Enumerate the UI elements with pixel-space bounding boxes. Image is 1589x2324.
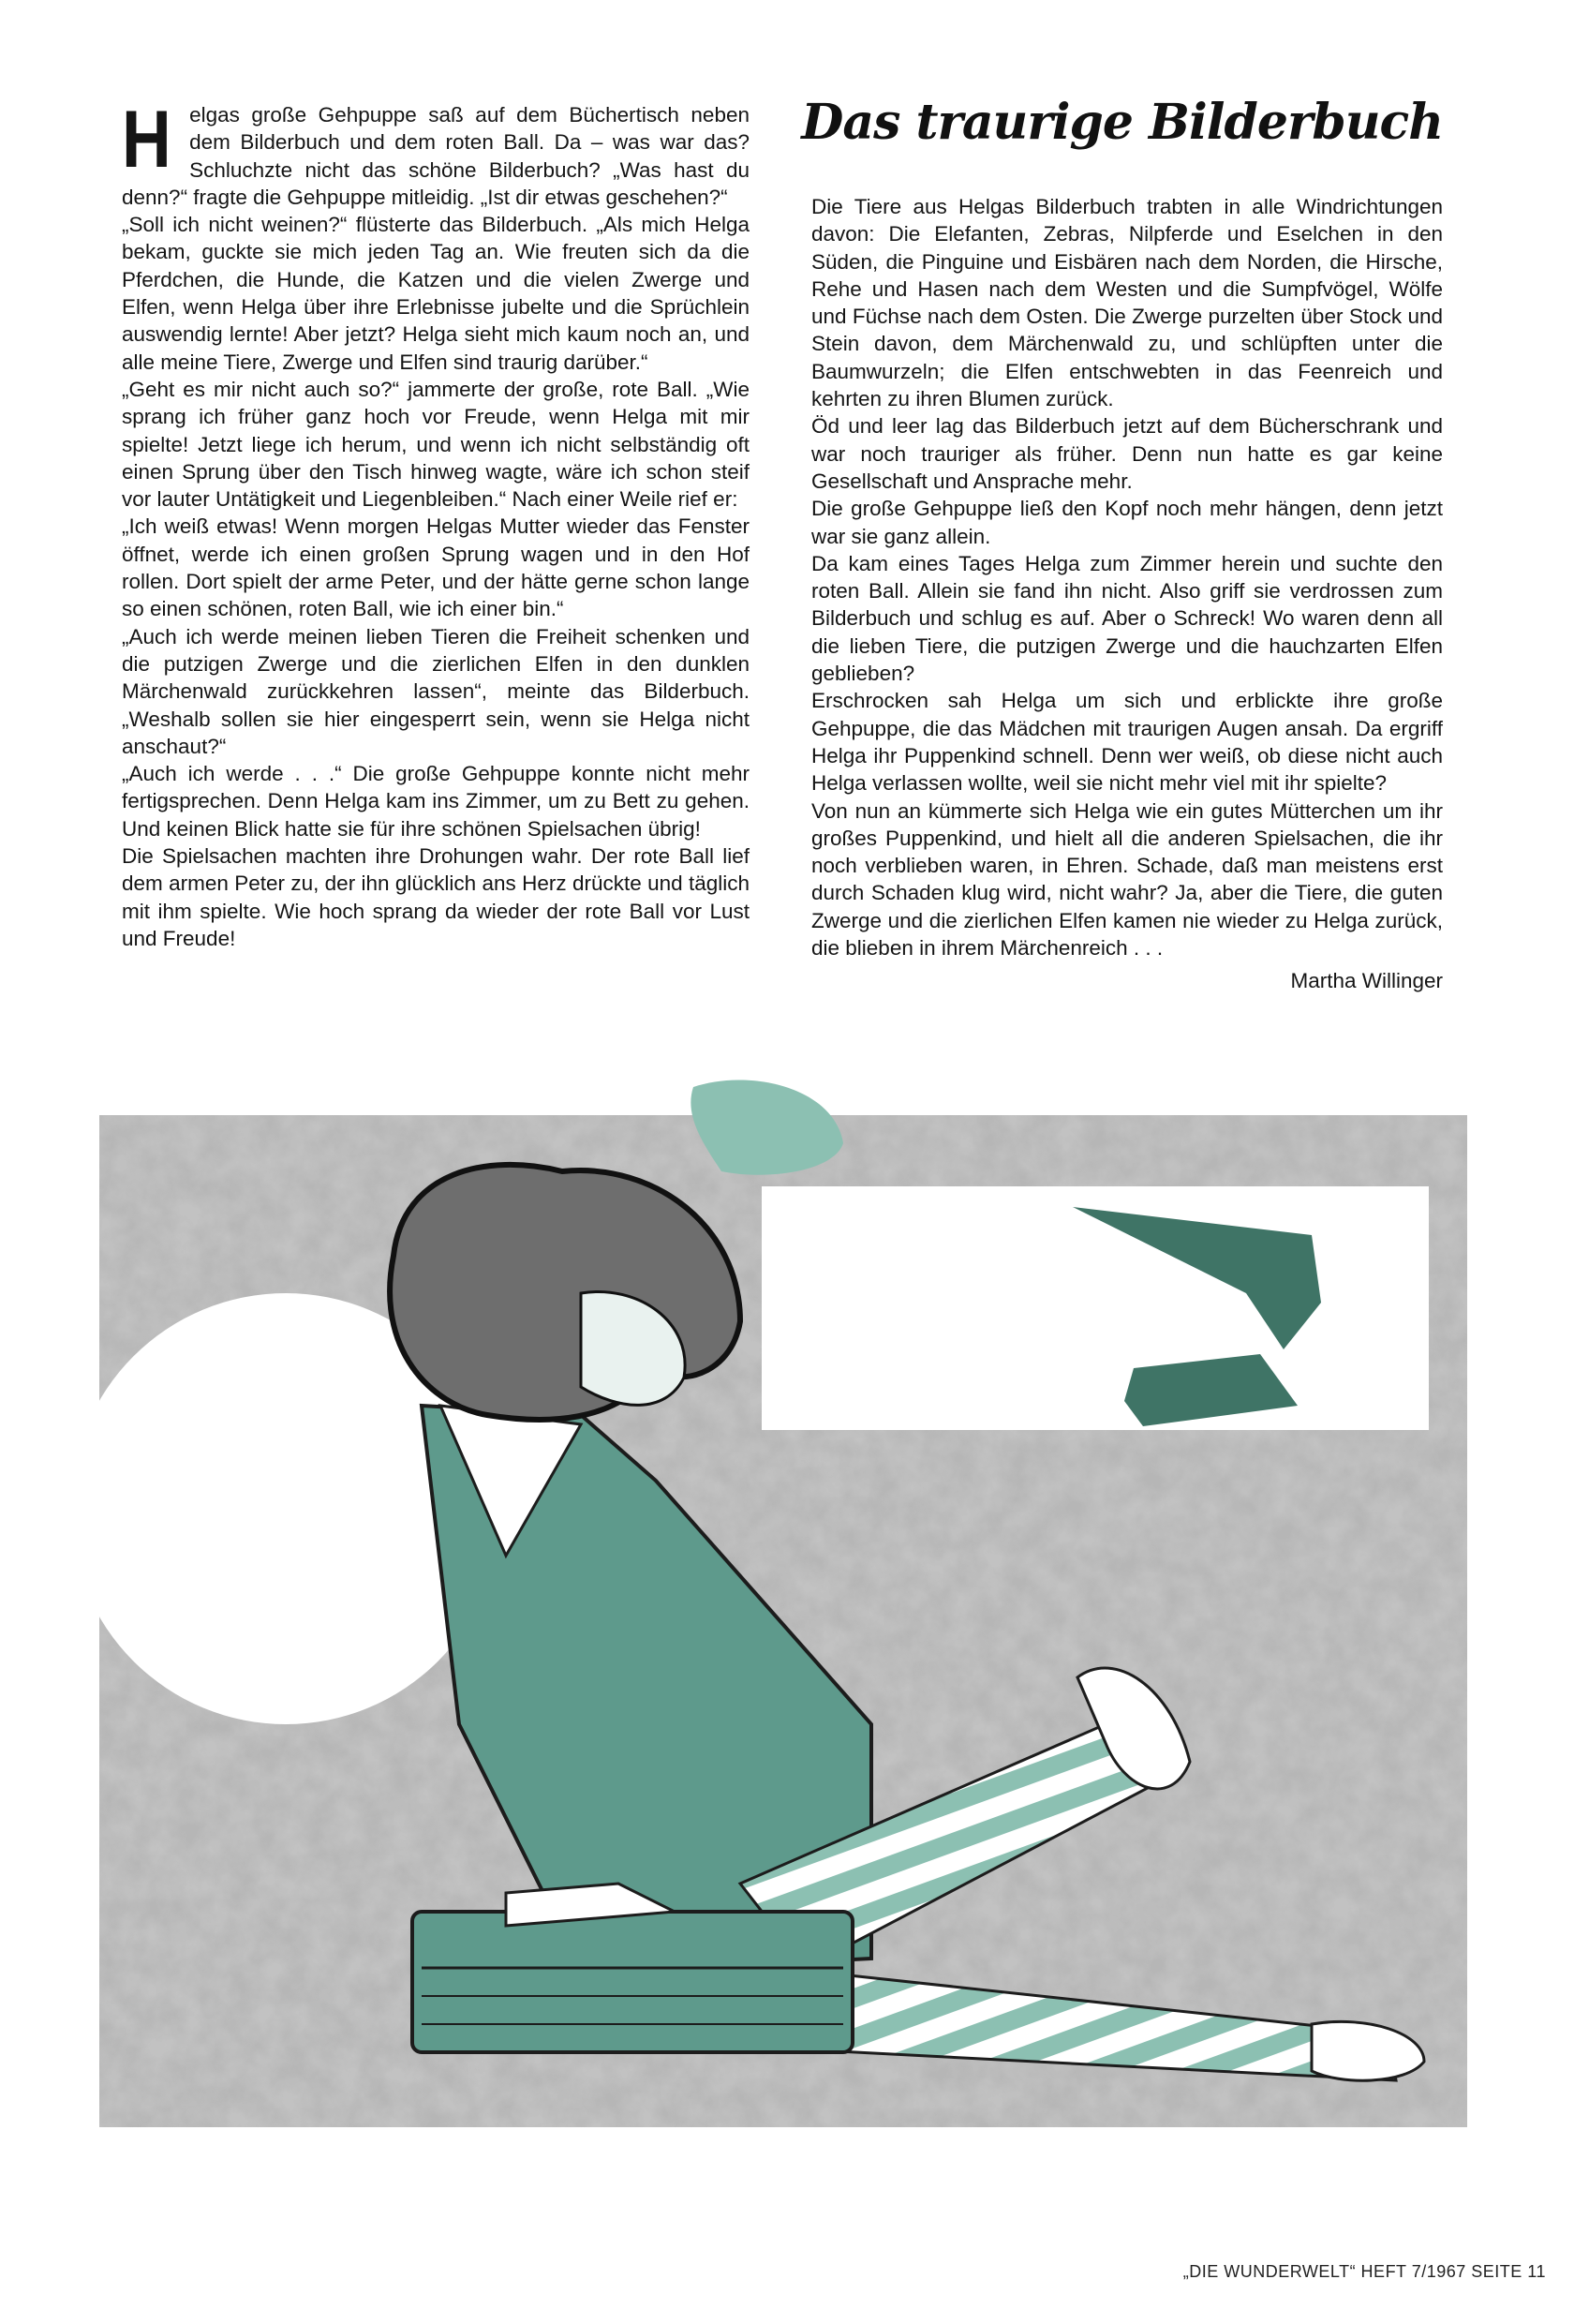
paragraph	[122, 95, 750, 211]
paragraph-text: elgas große Gehpuppe saß auf dem Büchertisch neben dem Bilderbuch und dem roten Ball. Da – was war das? Schluchzte nicht das schöne Bilderbuch? „Was hast du denn?“ fragte die Gehpuppe mitleidig. „Ist dir etwas geschehen?“	[122, 103, 750, 209]
story-right-column	[811, 193, 1443, 995]
paragraph: „Auch ich werde meinen lieben Tieren die Freiheit schenken und die putzigen Zwerge und die zierlichen Elfen in den dunklen Märchenwald zurückkehren lassen“, meinte das Bilderbuch. „Weshalb sollen sie hier eingesperrt sein, wenn sie Helga nicht anschaut?“	[122, 624, 750, 758]
window-inset	[762, 1186, 1429, 1430]
page-footer: „DIE WUNDERWELT“ HEFT 7/1967 SEITE 11	[1182, 2262, 1546, 2281]
illustration-girl-with-book	[94, 1068, 1480, 2137]
paragraph: „Ich weiß etwas! Wenn morgen Helgas Mutter wieder das Fenster öffnet, werde ich einen großen Sprung wagen und in den Hof rollen. Dort spielt der arme Peter, und der hätte gerne schon lange so einen schönen, roten Ball, wie ich einer bin.“	[122, 514, 750, 621]
paragraph: Da kam eines Tages Helga zum Zimmer herein und suchte den roten Ball. Allein sie fand ihn nicht. Also griff sie verdrossen zum Bilderbuch und schlug es auf. Aber o Schreck! Wo waren denn all die lieben Tiere, die putzigen Zwerge und die hauchzarten Elfen geblieben?	[811, 551, 1443, 686]
story-title: Das traurige Bilderbuch	[801, 94, 1443, 151]
paragraph: „Soll ich nicht weinen?“ flüsterte das Bilderbuch. „Als mich Helga bekam, guckte sie mich jeden Tag an. Wie freuten sich da die Pferdchen, die Hunde, die Katzen und die vielen Zwerge und Elfen, wenn Helga über ihre Erlebnisse jubelte und die Sprüchlein auswendig lernte! Aber jetzt? Helga sieht mich kaum noch an, und alle meine Tiere, Zwerge und Elfen sind traurig darüber.“	[122, 213, 750, 374]
paragraph: Öd und leer lag das Bilderbuch jetzt auf dem Bücherschrank und war noch trauriger als früher. Denn nun hatte es gar keine Gesellschaft und Ansprache mehr.	[811, 414, 1443, 493]
paragraph: Erschrocken sah Helga um sich und erblickte ihre große Gehpuppe, die das Mädchen mit traurigen Augen ansah. Da ergriff Helga ihr Puppenkind schnell. Denn wer weiß, ob diese nicht auch Helga verlassen wollte, weil sie nicht mehr viel mit ihr spielte?	[811, 689, 1443, 796]
paragraph: Die Spielsachen machten ihre Drohungen wahr. Der rote Ball lief dem armen Peter zu, der ihn glücklich ans Herz drückte und täglich mit ihm spielte. Wie hoch sprang da wieder der rote Ball vor Lust und Freude!	[122, 844, 750, 950]
author-name: Martha Willinger	[1290, 969, 1443, 993]
paragraph: Die große Gehpuppe ließ den Kopf noch mehr hängen, denn jetzt war sie ganz allein.	[811, 497, 1443, 548]
drop-cap: H	[122, 95, 171, 185]
paragraph: „Geht es mir nicht auch so?“ jammerte der große, rote Ball. „Wie sprang ich früher ganz hoch vor Freude, wenn Helga mit mir spielte! Jetzt liege ich herum, und wenn ich nicht selbständig oft einen Sprung über den Tisch hinweg wagte, wäre ich schon steif vor lauter Untätigkeit und Liegenbleiben.“ Nach einer Weile rief er:	[122, 377, 750, 512]
story-left-column	[122, 95, 750, 952]
paragraph: Die Tiere aus Helgas Bilderbuch trabten in alle Windrichtungen davon: Die Elefanten, Zebras, Nilpferde und Eselchen in den Süden, die Pinguine und Eisbären nach dem Norden, die Hirsche, Rehe und Hasen nach dem Westen und die Sumpfvögel, Wölfe und Füchse nach dem Osten. Die Zwerge purzelten über Stock und Stein davon, dem Märchenwald zu, und schlüpften unter die Baumwurzeln; die Elfen entschwebten in das Feenreich und kehrten zu ihren Blumen zurück.	[811, 195, 1443, 411]
paragraph: „Auch ich werde . . .“ Die große Gehpuppe konnte nicht mehr fertigsprechen. Denn Helga kam ins Zimmer, um zu Bett zu gehen. Und keinen Blick hatte sie für ihre schönen Spielsachen übrig!	[122, 762, 750, 841]
paragraph: Von nun an kümmerte sich Helga wie ein gutes Mütterchen um ihr großes Puppenkind, und hielt all die anderen Spielsachen, die ihr noch verblieben waren, in Ehren. Schade, daß man meistens erst durch Schaden klug wird, nicht wahr? Ja, aber die Tiere, die guten Zwerge und die zierlichen Elfen kamen nie wieder zu Helga zurück, die blieben in ihrem Märchenreich . . .	[811, 798, 1443, 961]
